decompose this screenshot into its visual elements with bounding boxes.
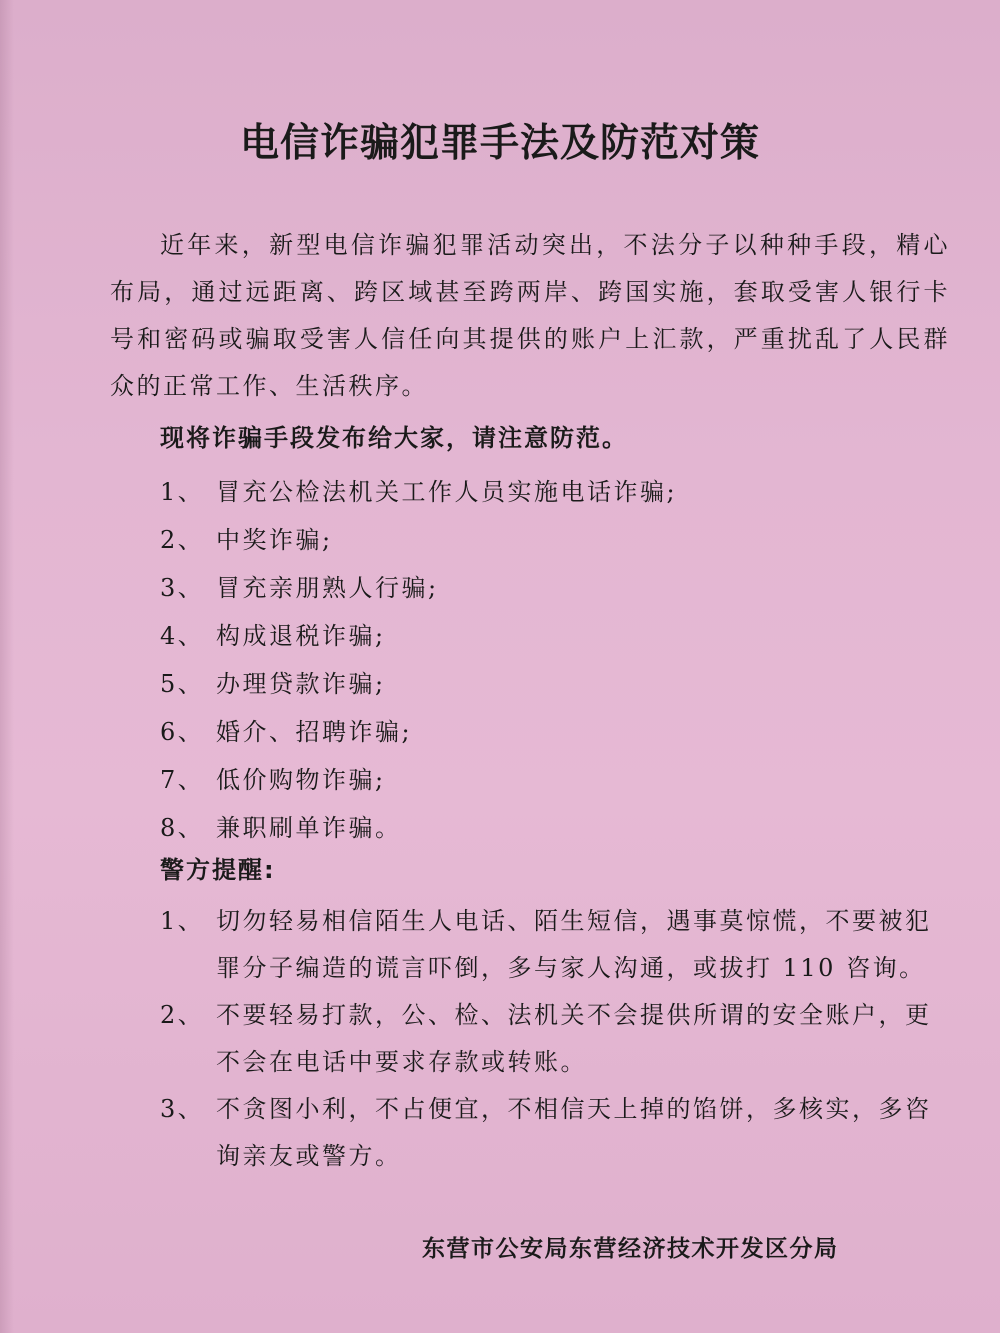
- item-text: 构成退税诈骗;: [216, 622, 386, 650]
- list-item: [160, 898, 936, 992]
- list-item: [160, 1086, 936, 1180]
- item-text: 切勿轻易相信陌生人电话、陌生短信，遇事莫惊慌，不要被犯罪分子编造的谎言吓倒，多与家人沟通，或拔打 110 咨询。: [216, 907, 932, 982]
- list-item: [160, 660, 677, 708]
- item-number: 3、: [160, 574, 205, 602]
- list-item: [160, 992, 936, 1086]
- item-number: 1、: [160, 907, 205, 935]
- item-number: 1、: [160, 478, 205, 506]
- issuer-signature: 东营市公安局东营经济技术开发区分局: [422, 1236, 839, 1262]
- item-text: 低价购物诈骗;: [216, 766, 386, 794]
- item-text: 不贪图小利，不占便宜，不相信天上掉的馅饼，多核实，多咨询亲友或警方。: [216, 1095, 932, 1170]
- item-number: 7、: [160, 766, 205, 794]
- page-title: 电信诈骗犯罪手法及防范对策: [239, 120, 760, 166]
- item-number: 3、: [160, 1095, 205, 1123]
- item-text: 中奖诈骗;: [216, 526, 333, 554]
- item-number: 2、: [160, 526, 205, 554]
- list-item: [160, 612, 677, 660]
- list-item: [160, 756, 677, 804]
- list-item: [160, 516, 677, 564]
- item-text: 办理贷款诈骗;: [216, 670, 386, 698]
- list-item: [160, 468, 677, 516]
- item-text: 婚介、招聘诈骗;: [216, 718, 413, 746]
- police-tips-list: [160, 898, 936, 1180]
- item-text: 兼职刷单诈骗。: [216, 814, 402, 842]
- warning-heading: 警方提醒:: [160, 856, 276, 884]
- item-number: 6、: [160, 718, 205, 746]
- list-item: [160, 564, 677, 612]
- item-number: 5、: [160, 670, 205, 698]
- item-number: 4、: [160, 622, 205, 650]
- intro-paragraph: 近年来，新型电信诈骗犯罪活动突出，不法分子以种种手段，精心布局，通过远距离、跨区域甚至跨两岸、跨国实施，套取受害人银行卡号和密码或骗取受害人信任向其提供的账户上汇款，严重扰乱了人民群众的正常工作、生活秩序。: [110, 231, 950, 400]
- item-text: 不要轻易打款，公、检、法机关不会提供所谓的安全账户，更不会在电话中要求存款或转账。: [216, 1001, 932, 1076]
- item-number: 2、: [160, 1001, 205, 1029]
- list-item: [160, 804, 677, 852]
- item-text: 冒充亲朋熟人行骗;: [216, 574, 439, 602]
- item-number: 8、: [160, 814, 205, 842]
- fraud-methods-list: [160, 468, 677, 852]
- list-item: [160, 708, 677, 756]
- item-text: 冒充公检法机关工作人员实施电话诈骗;: [216, 478, 678, 506]
- methods-heading: 现将诈骗手段发布给大家，请注意防范。: [160, 424, 628, 452]
